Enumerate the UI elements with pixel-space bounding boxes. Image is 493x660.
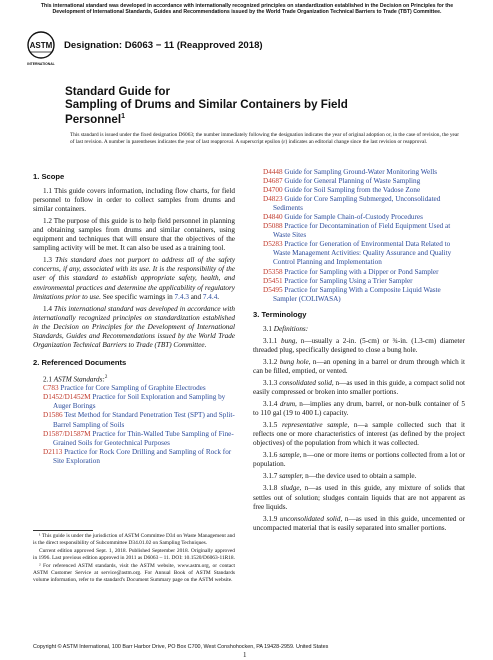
reference-item[interactable]: [43, 393, 235, 411]
reference-code[interactable]: D1586: [43, 411, 63, 420]
terminology-heading: 3. Terminology: [253, 309, 307, 319]
reference-code[interactable]: D5088: [263, 222, 283, 231]
svg-text:INTERNATIONAL: INTERNATIONAL: [27, 62, 55, 66]
definition-term: unconsolidated solid,: [280, 514, 343, 523]
reference-code[interactable]: D4840: [263, 213, 283, 222]
reference-title[interactable]: Practice for Decontamination of Field Equipment Used at Waste Sites: [273, 222, 451, 240]
astm-standards-label: 2.1 ASTM Standards:$^2$: [43, 374, 108, 384]
title-line-2: Sampling of Drums and Similar Containers by Field: [65, 97, 348, 111]
page-number: 1: [243, 651, 247, 659]
reference-title[interactable]: Guide for Sampling Ground-Water Monitoring Wells: [282, 168, 437, 176]
reference-code[interactable]: D1587/D1587M: [43, 429, 91, 438]
references-heading: 2. Referenced Documents: [33, 357, 127, 367]
reference-item[interactable]: [263, 168, 465, 177]
footnote-2: ² For referenced ASTM standards, visit the ASTM website, www.astm.org, or contact ASTM Customer Service at service@astm.org. For Annual Book of ASTM Standards volume information, refer to the standard's Document Summary page on the ASTM website.: [33, 563, 235, 583]
definition-item: 3.1.5 representative sample, n—a sample collected such that it reflects one or more characteristics of interest (as defined by the project objectives) of the population from which it was collected.: [253, 421, 466, 448]
reference-item[interactable]: [263, 177, 465, 186]
definition-item: 3.1.3 consolidated solid, n—as used in this guide, a compact solid not easily compressed or broken into smaller portions.: [253, 378, 465, 397]
document-title: [65, 86, 348, 127]
reference-title[interactable]: Guide for Soil Sampling from the Vadose Zone: [282, 186, 421, 195]
scope-heading: 1. Scope: [33, 172, 65, 181]
reference-code[interactable]: D4687: [263, 177, 283, 186]
link-7-4-4[interactable]: 7.4.4: [202, 292, 218, 301]
reference-code[interactable]: D4823: [263, 195, 283, 204]
reference-item[interactable]: [43, 448, 235, 466]
footnote-rule: [33, 530, 93, 531]
reference-title[interactable]: Practice for Thin-Walled Tube Sampling of Fine-Grained Soils for Geotechnical Purposes: [53, 429, 234, 447]
definition-item: 3.1.4 drum, n—implies any drum, barrel, or non-bulk container of 5 to 110 gal (19 to 400 L) capacity.: [253, 400, 465, 418]
definition-item: 3.1.9 unconsolidated solid, n—as used in this guide, uncemented or uncompacted material that is easily separated into smaller portions.: [253, 514, 465, 532]
reference-title[interactable]: Practice for Sampling Using a Trier Sampler: [282, 276, 413, 285]
reference-item[interactable]: [263, 222, 465, 240]
definition-item: 3.1.6 sample, n—one or more items or portions collected from a lot or population.: [253, 451, 465, 469]
footnote-1b: Current edition approved Sept. 1, 2018. Published September 2018. Originally approved in 1996. Last previous edition approved in 2011 as D6063 – 11. DOI: 10.1520/D6063-11R18.: [33, 548, 235, 561]
reference-code[interactable]: D1452/D1452M: [43, 393, 91, 402]
definition-term: sampler,: [279, 472, 304, 481]
reference-item[interactable]: [43, 384, 235, 393]
reference-code[interactable]: D5283: [263, 240, 283, 249]
definition-term: bung hole,: [279, 357, 311, 366]
left-column: [33, 168, 235, 466]
definition-term: sludge,: [280, 484, 302, 493]
link-7-4-3[interactable]: 7.4.3: [174, 292, 189, 301]
title-line-1: Standard Guide for: [65, 85, 170, 98]
reference-code[interactable]: D5451: [263, 276, 283, 285]
definition-item: 3.1.2 bung hole, n—an opening in a barrel or drum through which it can be filled, emptied, or vented.: [253, 357, 465, 375]
definition-term: sample,: [279, 451, 302, 460]
scope-1-1: 1.1 This guide covers information, including flow charts, for field personnel to follow in order to collect samples from drums and similar containers.: [33, 187, 235, 214]
reference-item[interactable]: [263, 213, 465, 222]
definition-term: representative sample,: [281, 421, 350, 430]
wto-notice: This international standard was developed in accordance with internationally recognized principles on standardization established in the Decision on Principles for the Development of International Standards, Guides and Recommendations issued by the World Trade Organization Technical Barriers to Trade (TBT) Committee.: [40, 3, 454, 16]
reference-code[interactable]: D2113: [43, 447, 63, 456]
reference-item[interactable]: [43, 430, 235, 448]
copyright: Copyright © ASTM International, 100 Barr Harbor Drive, PO Box C700, West Conshohocken, PA 19428-2959. United States: [33, 644, 329, 650]
designation: Designation: D6063 − 11 (Reapproved 2018): [64, 40, 263, 51]
reference-title[interactable]: Practice for Sampling With a Composite Liquid Waste Sampler (COLIWASA): [273, 285, 441, 303]
reference-item[interactable]: [263, 268, 465, 277]
reference-item[interactable]: [263, 240, 465, 267]
reference-title[interactable]: Guide for Core Sampling Submerged, Unconsolidated Sediments: [273, 195, 441, 213]
scope-1-2: 1.2 The purpose of this guide is to help field personnel in planning and obtaining samples from drums and similar containers, using equipment and techniques that will ensure that the objectives of the sampling activity will be met. It can also be used as a training tool.: [33, 217, 235, 253]
reference-code[interactable]: D5358: [263, 267, 283, 276]
definition-item: 3.1.7 sampler, n—the device used to obtain a sample.: [263, 472, 417, 481]
reference-code[interactable]: D4700: [263, 186, 283, 195]
reference-item[interactable]: [263, 186, 465, 195]
svg-text:ASTM: ASTM: [29, 41, 53, 50]
title-footnote-mark: 1: [121, 113, 125, 121]
scope-1-4: 1.4 This international standard was developed in accordance with internationally recognized principles on standardization established in the Decision on Principles for the Development of International Standards, Guides and Recommendations issued by the World Trade Organization Technical Barriers to Trade (TBT) Committee.: [33, 304, 235, 349]
right-column: [253, 168, 465, 536]
scope-1-3: 1.3 This standard does not purport to address all of the safety concerns, if any, associated with its use. It is the responsibility of the user of this standard to establish appropriate safety, health, and environmental practices and determine the applicability of regulatory limitations prior to use. See specific warnings in 7.4.3 and 7.4.4.: [33, 256, 236, 301]
reference-title[interactable]: Practice for Soil Exploration and Sampling by Auger Borings: [53, 393, 226, 411]
reference-title[interactable]: Practice for Core Sampling of Graphite Electrodes: [58, 384, 206, 393]
issued-note: This standard is issued under the fixed designation D6063; the number immediately following the designation indicates the year of original adoption or, in the case of revision, the year of last revision. A number in parentheses indicates the year of last reapproval. A superscript epsilon (ε) indicates an editorial change since the last revision or reapproval.: [70, 132, 460, 145]
footnote-1: ¹ This guide is under the jurisdiction of ASTM Committee D34 on Waste Management and is the direct responsibility of Subcommittee D34.01.02 on Sampling Techniques.: [33, 533, 235, 546]
reference-title[interactable]: Test Method for Standard Penetration Test (SPT) and Split-Barrel Sampling of Soils: [53, 411, 235, 429]
reference-code[interactable]: D5495: [263, 285, 283, 294]
reference-title[interactable]: Practice for Sampling with a Dipper or Pond Sampler: [282, 267, 439, 276]
reference-item[interactable]: [263, 195, 465, 213]
reference-title[interactable]: Guide for General Planning of Waste Sampling: [282, 177, 421, 186]
definition-item: 3.1.1 bung, n—usually a 2-in. (5-cm) or ¾-in. (1.3-cm) diameter threaded plug, specifically designed to close a bung hole.: [253, 336, 465, 354]
reference-title[interactable]: Guide for Sample Chain-of-Custody Procedures: [282, 213, 423, 222]
title-line-3: Personnel: [65, 113, 122, 127]
reference-item[interactable]: [43, 411, 235, 429]
reference-code[interactable]: D4448: [263, 168, 283, 176]
definition-term: bung,: [281, 336, 298, 345]
definition-term: drum,: [279, 400, 297, 409]
definition-term: consolidated solid,: [279, 378, 334, 387]
definition-item: 3.1.8 sludge, n—as used in this guide, any mixture of solids that settles out of solution; sludges contain liquids that are not apparent as free liquids.: [253, 484, 465, 511]
footnotes: [33, 533, 235, 585]
definitions-label: 3.1 Definitions:: [263, 324, 309, 333]
reference-item[interactable]: [263, 286, 465, 304]
reference-code[interactable]: C783: [43, 384, 59, 393]
reference-item[interactable]: [263, 277, 465, 286]
reference-title[interactable]: Practice for Rock Core Drilling and Sampling of Rock for Site Exploration: [53, 447, 232, 465]
astm-logo: [26, 30, 56, 70]
reference-title[interactable]: Practice for Generation of Environmental Data Related to Waste Management Activities: Quality Assurance and Quality Control Planning and Implementation: [273, 240, 452, 267]
